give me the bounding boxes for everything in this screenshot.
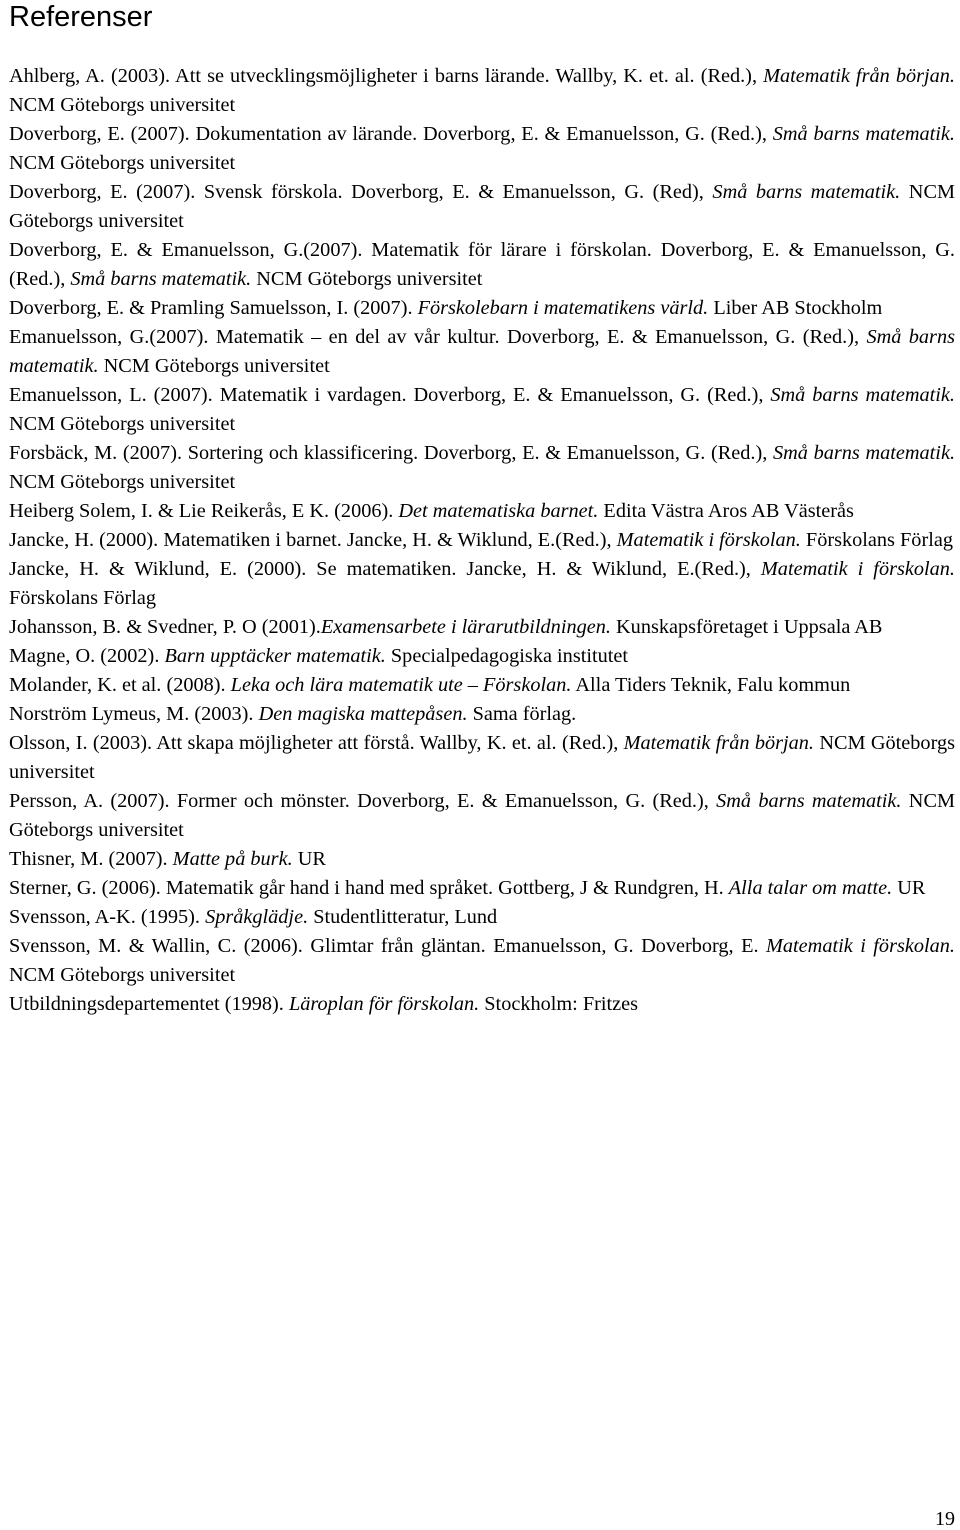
reference-entry (9, 990, 955, 1019)
reference-author-part: Olsson, I. (2003). Att skapa möjligheter att förstå. Wallby, K. et. al. (Red.), (9, 732, 624, 754)
reference-author-part: Persson, A. (2007). Former och mönster. Doverborg, E. & Emanuelsson, G. (Red.), (9, 790, 717, 812)
page-heading: Referenser (9, 1, 153, 33)
reference-entry (9, 294, 955, 323)
reference-entry (9, 613, 955, 642)
page-number: 19 (935, 1508, 955, 1530)
reference-publisher: Kunskapsföretaget i Uppsala AB (610, 616, 883, 638)
reference-publisher: Alla Tiders Teknik, Falu kommun (571, 674, 851, 696)
reference-author-part: Jancke, H. & Wiklund, E. (2000). Se matematiken. Jancke, H. & Wiklund, E.(Red.), (9, 558, 761, 580)
reference-entry (9, 178, 955, 236)
reference-entry (9, 845, 955, 874)
reference-author-part: Emanuelsson, L. (2007). Matematik i vardagen. Doverborg, E. & Emanuelsson, G. (Red.), (9, 384, 771, 406)
reference-entry (9, 323, 955, 381)
reference-title: Språkglädje. (205, 906, 309, 928)
reference-publisher: NCM Göteborgs universitet (9, 152, 236, 174)
reference-list (9, 62, 955, 1019)
reference-title: Matematik i förskolan. (760, 558, 955, 580)
reference-title: Små barns matematik. (716, 790, 902, 812)
reference-title: Små barns matematik. (772, 442, 956, 464)
reference-author-part: Jancke, H. (2000). Matematiken i barnet. Jancke, H. & Wiklund, E.(Red.), (9, 529, 617, 551)
reference-entry (9, 903, 955, 932)
reference-entry (9, 236, 955, 294)
reference-entry (9, 729, 955, 787)
reference-title: Läroplan för förskolan. (288, 993, 480, 1015)
reference-publisher: NCM Göteborgs universitet (9, 964, 236, 986)
reference-publisher: Specialpedagogiska institutet (385, 645, 629, 667)
reference-publisher: NCM Göteborgs universitet (98, 355, 330, 377)
reference-title: Leka och lära matematik ute – Förskolan. (230, 674, 572, 696)
reference-author-part: Doverborg, E. & Emanuelsson, G.(2007). Matematik för lärare i förskolan. Doverborg, E. & Emanuelsson, G. (Red.), (9, 239, 955, 290)
reference-publisher: Stockholm: Fritzes (479, 993, 639, 1015)
reference-author-part: Ahlberg, A. (2003). Att se utvecklingsmöjligheter i barns lärande. Wallby, K. et. al. (Red.), (9, 65, 764, 87)
reference-entry (9, 787, 955, 845)
reference-entry (9, 671, 955, 700)
reference-publisher: NCM Göteborgs universitet (9, 181, 956, 232)
reference-title: Alla talar om matte. (728, 877, 893, 899)
reference-publisher: UR (892, 877, 926, 899)
reference-author-part: Doverborg, E. (2007). Svensk förskola. Doverborg, E. & Emanuelsson, G. (Red), (9, 181, 713, 203)
reference-entry (9, 526, 955, 555)
reference-author-part: Svensson, A-K. (1995). (9, 906, 206, 928)
reference-publisher: Förskolans Förlag (800, 529, 953, 551)
reference-title: Matematik i förskolan. (616, 529, 801, 551)
reference-publisher: Sama förlag. (467, 703, 577, 725)
reference-entry (9, 120, 955, 178)
reference-author-part: Forsbäck, M. (2007). Sortering och klassificering. Doverborg, E. & Emanuelsson, G. (Red.), (9, 442, 773, 464)
reference-author-part: Johansson, B. & Svedner, P. O (2001). (9, 616, 321, 638)
reference-publisher: Edita Västra Aros AB Västerås (598, 500, 854, 522)
reference-publisher: NCM Göteborgs universitet (9, 732, 955, 783)
reference-author-part: Emanuelsson, G.(2007). Matematik – en del av vår kultur. Doverborg, E. & Emanuelsson, G. (Red.), (9, 326, 867, 348)
reference-title: Matte på burk. (172, 848, 293, 870)
reference-entry (9, 555, 955, 613)
reference-entry (9, 497, 955, 526)
reference-title: Små barns matematik. (770, 384, 955, 406)
reference-title: Den magiska mattepåsen. (258, 703, 468, 725)
reference-entry (9, 874, 955, 903)
reference-entry (9, 700, 955, 729)
reference-title: Barn upptäcker matematik. (164, 645, 386, 667)
reference-publisher: Liber AB Stockholm (708, 297, 883, 319)
reference-publisher: UR (292, 848, 326, 870)
reference-title: Små barns matematik. (772, 123, 955, 145)
reference-title: Matematik i förskolan. (766, 935, 955, 957)
reference-publisher: NCM Göteborgs universitet (9, 471, 236, 493)
reference-author-part: Magne, O. (2002). (9, 645, 165, 667)
reference-entry (9, 642, 955, 671)
reference-title: Små barns matematik. (70, 268, 252, 290)
reference-title: Små barns matematik. (712, 181, 901, 203)
reference-title: Små barns matematik. (9, 326, 955, 377)
reference-author-part: Heiberg Solem, I. & Lie Reikerås, E K. (2006). (9, 500, 399, 522)
reference-entry (9, 62, 955, 120)
reference-author-part: Thisner, M. (2007). (9, 848, 173, 870)
reference-title: Examensarbete i lärarutbildningen. (320, 616, 611, 638)
reference-author-part: Norström Lymeus, M. (2003). (9, 703, 259, 725)
reference-title: Det matematiska barnet. (398, 500, 599, 522)
reference-publisher: NCM Göteborgs universitet (9, 413, 236, 435)
reference-author-part: Molander, K. et al. (2008). (9, 674, 231, 696)
reference-entry (9, 932, 955, 990)
reference-author-part: Sterner, G. (2006). Matematik går hand i hand med språket. Gottberg, J & Rundgren, H. (9, 877, 729, 899)
reference-title: Förskolebarn i matematikens värld. (417, 297, 709, 319)
reference-publisher: NCM Göteborgs universitet (251, 268, 483, 290)
reference-publisher: NCM Göteborgs universitet (9, 94, 236, 116)
reference-publisher: NCM Göteborgs universitet (9, 790, 955, 841)
reference-entry (9, 439, 955, 497)
reference-title: Matematik från början. (763, 65, 955, 87)
reference-author-part: Doverborg, E. & Pramling Samuelsson, I. (2007). (9, 297, 418, 319)
reference-entry (9, 381, 955, 439)
reference-publisher: Studentlitteratur, Lund (308, 906, 498, 928)
reference-title: Matematik från början. (623, 732, 814, 754)
reference-author-part: Svensson, M. & Wallin, C. (2006). Glimtar från gläntan. Emanuelsson, G. Doverborg, E. (9, 935, 767, 957)
reference-author-part: Utbildningsdepartementet (1998). (9, 993, 289, 1015)
reference-publisher: Förskolans Förlag (9, 587, 157, 609)
reference-author-part: Doverborg, E. (2007). Dokumentation av lärande. Doverborg, E. & Emanuelsson, G. (Red.), (9, 123, 773, 145)
